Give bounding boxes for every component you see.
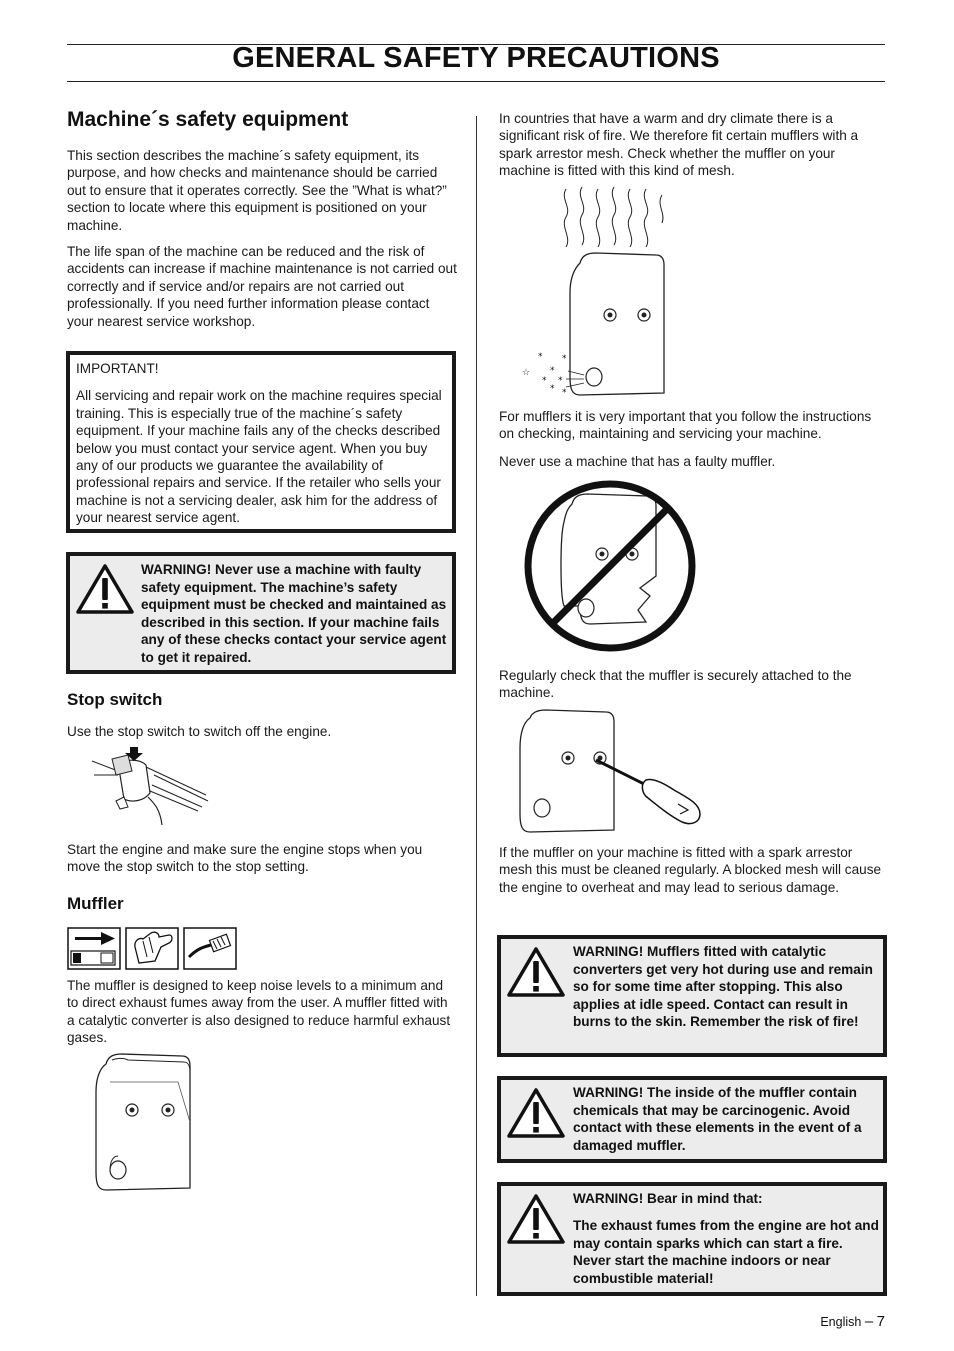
svg-text:*: *	[538, 352, 543, 362]
svg-text:*: *	[562, 388, 567, 398]
warning-box-exhaust-fumes	[497, 1182, 887, 1296]
svg-text:*: *	[550, 384, 555, 394]
warning-triangle-icon	[506, 1192, 566, 1246]
footer-language: English	[820, 1315, 862, 1329]
muffler-title: Muffler	[67, 894, 124, 913]
important-title: IMPORTANT!	[76, 361, 159, 376]
warning-box-catalytic	[497, 935, 887, 1057]
glove-icon	[125, 927, 179, 970]
screwdriver-illustration	[512, 708, 704, 834]
intro-paragraph-2: The life span of the machine can be reduced and the risk of accidents can increase if machine maintenance is not carried out correctly and if service and/or repairs are not carried out professionally. If you need further information please contact your nearest service workshop.	[67, 244, 457, 329]
svg-text:*: *	[550, 366, 555, 376]
warning-triangle-icon	[75, 562, 135, 616]
warning-triangle-icon	[506, 1086, 566, 1140]
right-paragraph-1: In countries that have a warm and dry climate there is a significant risk of fire. We therefore fit certain mufflers with a spark arrestor mesh. Check whether the muffler on your machine is fitted with this kind of mesh.	[499, 111, 859, 179]
header-rule-bottom	[67, 81, 885, 82]
arrow-right-icon	[67, 927, 121, 970]
warning-title-4: WARNING! Bear in mind that:	[573, 1191, 763, 1206]
brush-icon	[183, 927, 237, 970]
intro-paragraph-1: This section describes the machine´s safety equipment, its purpose, and how checks and maintenance should be carried out to ensure that it operates correctly. See the ”What is what?” section to locate where this equipment is positioned on your machine.	[67, 148, 447, 233]
svg-text:*: *	[558, 376, 563, 386]
svg-text:*: *	[542, 376, 547, 386]
warning-box-carcinogenic	[497, 1076, 887, 1163]
muffler-tool-icons	[67, 927, 237, 970]
page-number: 7	[876, 1313, 885, 1330]
muffler-paragraph-1: The muffler is designed to keep noise levels to a minimum and to direct exhaust fumes away from the user. A muffler fitted with a catalytic converter is also designed to reduce harmful exhaust gases.	[67, 978, 451, 1046]
section-title-safety-equipment: Machine´s safety equipment	[67, 108, 349, 131]
muffler-spark-arrestor-illustration	[518, 185, 670, 399]
muffler-illustration	[88, 1052, 196, 1194]
page-title: GENERAL SAFETY PRECAUTIONS	[232, 42, 720, 74]
column-divider	[476, 116, 477, 1296]
svg-text:*: *	[562, 354, 567, 364]
stop-switch-title: Stop switch	[67, 690, 163, 709]
warning-text-3: WARNING! The inside of the muffler contain chemicals that may be carcinogenic. Avoid contact with these elements in the event of a damaged muffler.	[573, 1085, 862, 1153]
faulty-muffler-prohibited-illustration	[520, 476, 702, 656]
right-paragraph-2: For mufflers it is very important that you follow the instructions on checking, maintaining and servicing your machine.	[499, 409, 872, 442]
warning-text-4: The exhaust fumes from the engine are hot and may contain sparks which can start a fire. Never start the machine indoors or near combustible material!	[573, 1218, 879, 1286]
stop-switch-paragraph-2: Start the engine and make sure the engine stops when you move the stop switch to the stop setting.	[67, 842, 423, 875]
right-paragraph-3: Never use a machine that has a faulty muffler.	[499, 454, 776, 469]
stop-switch-illustration	[88, 745, 214, 831]
warning-triangle-icon	[506, 945, 566, 999]
warning-text-2: WARNING! Mufflers fitted with catalytic converters get very hot during use and remain so for some time after stopping. This also applies at idle speed. Contact can result in burns to the skin. Remember the risk of fire!	[573, 944, 873, 1030]
warning-box-safety-equipment	[66, 552, 456, 674]
right-paragraph-5: If the muffler on your machine is fitted with a spark arrestor mesh this must be cleaned regularly. A blocked mesh will cause the engine to overheat and may lead to serious damage.	[499, 845, 882, 895]
right-paragraph-4: Regularly check that the muffler is securely attached to the machine.	[499, 668, 852, 701]
important-body: All servicing and repair work on the machine requires special training. This is especially true of the machine´s safety equipment. If your machine fails any of the checks described below you must contact your service agent. When you buy any of our products we guarantee the availability of professional repairs and service. If the retailer who sells your machine is not a servicing dealer, ask him for the address of your nearest service agent.	[76, 388, 442, 526]
important-box	[66, 351, 456, 533]
svg-text:☆: ☆	[522, 368, 531, 378]
warning-text-1: WARNING! Never use a machine with faulty safety equipment. The machine’s safety equipment must be checked and maintained as described in this section. If your machine fails any of these checks contact your service agent to get it repaired.	[141, 562, 447, 665]
page-footer	[820, 1313, 885, 1330]
stop-switch-paragraph-1: Use the stop switch to switch off the engine.	[67, 724, 332, 739]
footer-dash: –	[864, 1313, 874, 1330]
